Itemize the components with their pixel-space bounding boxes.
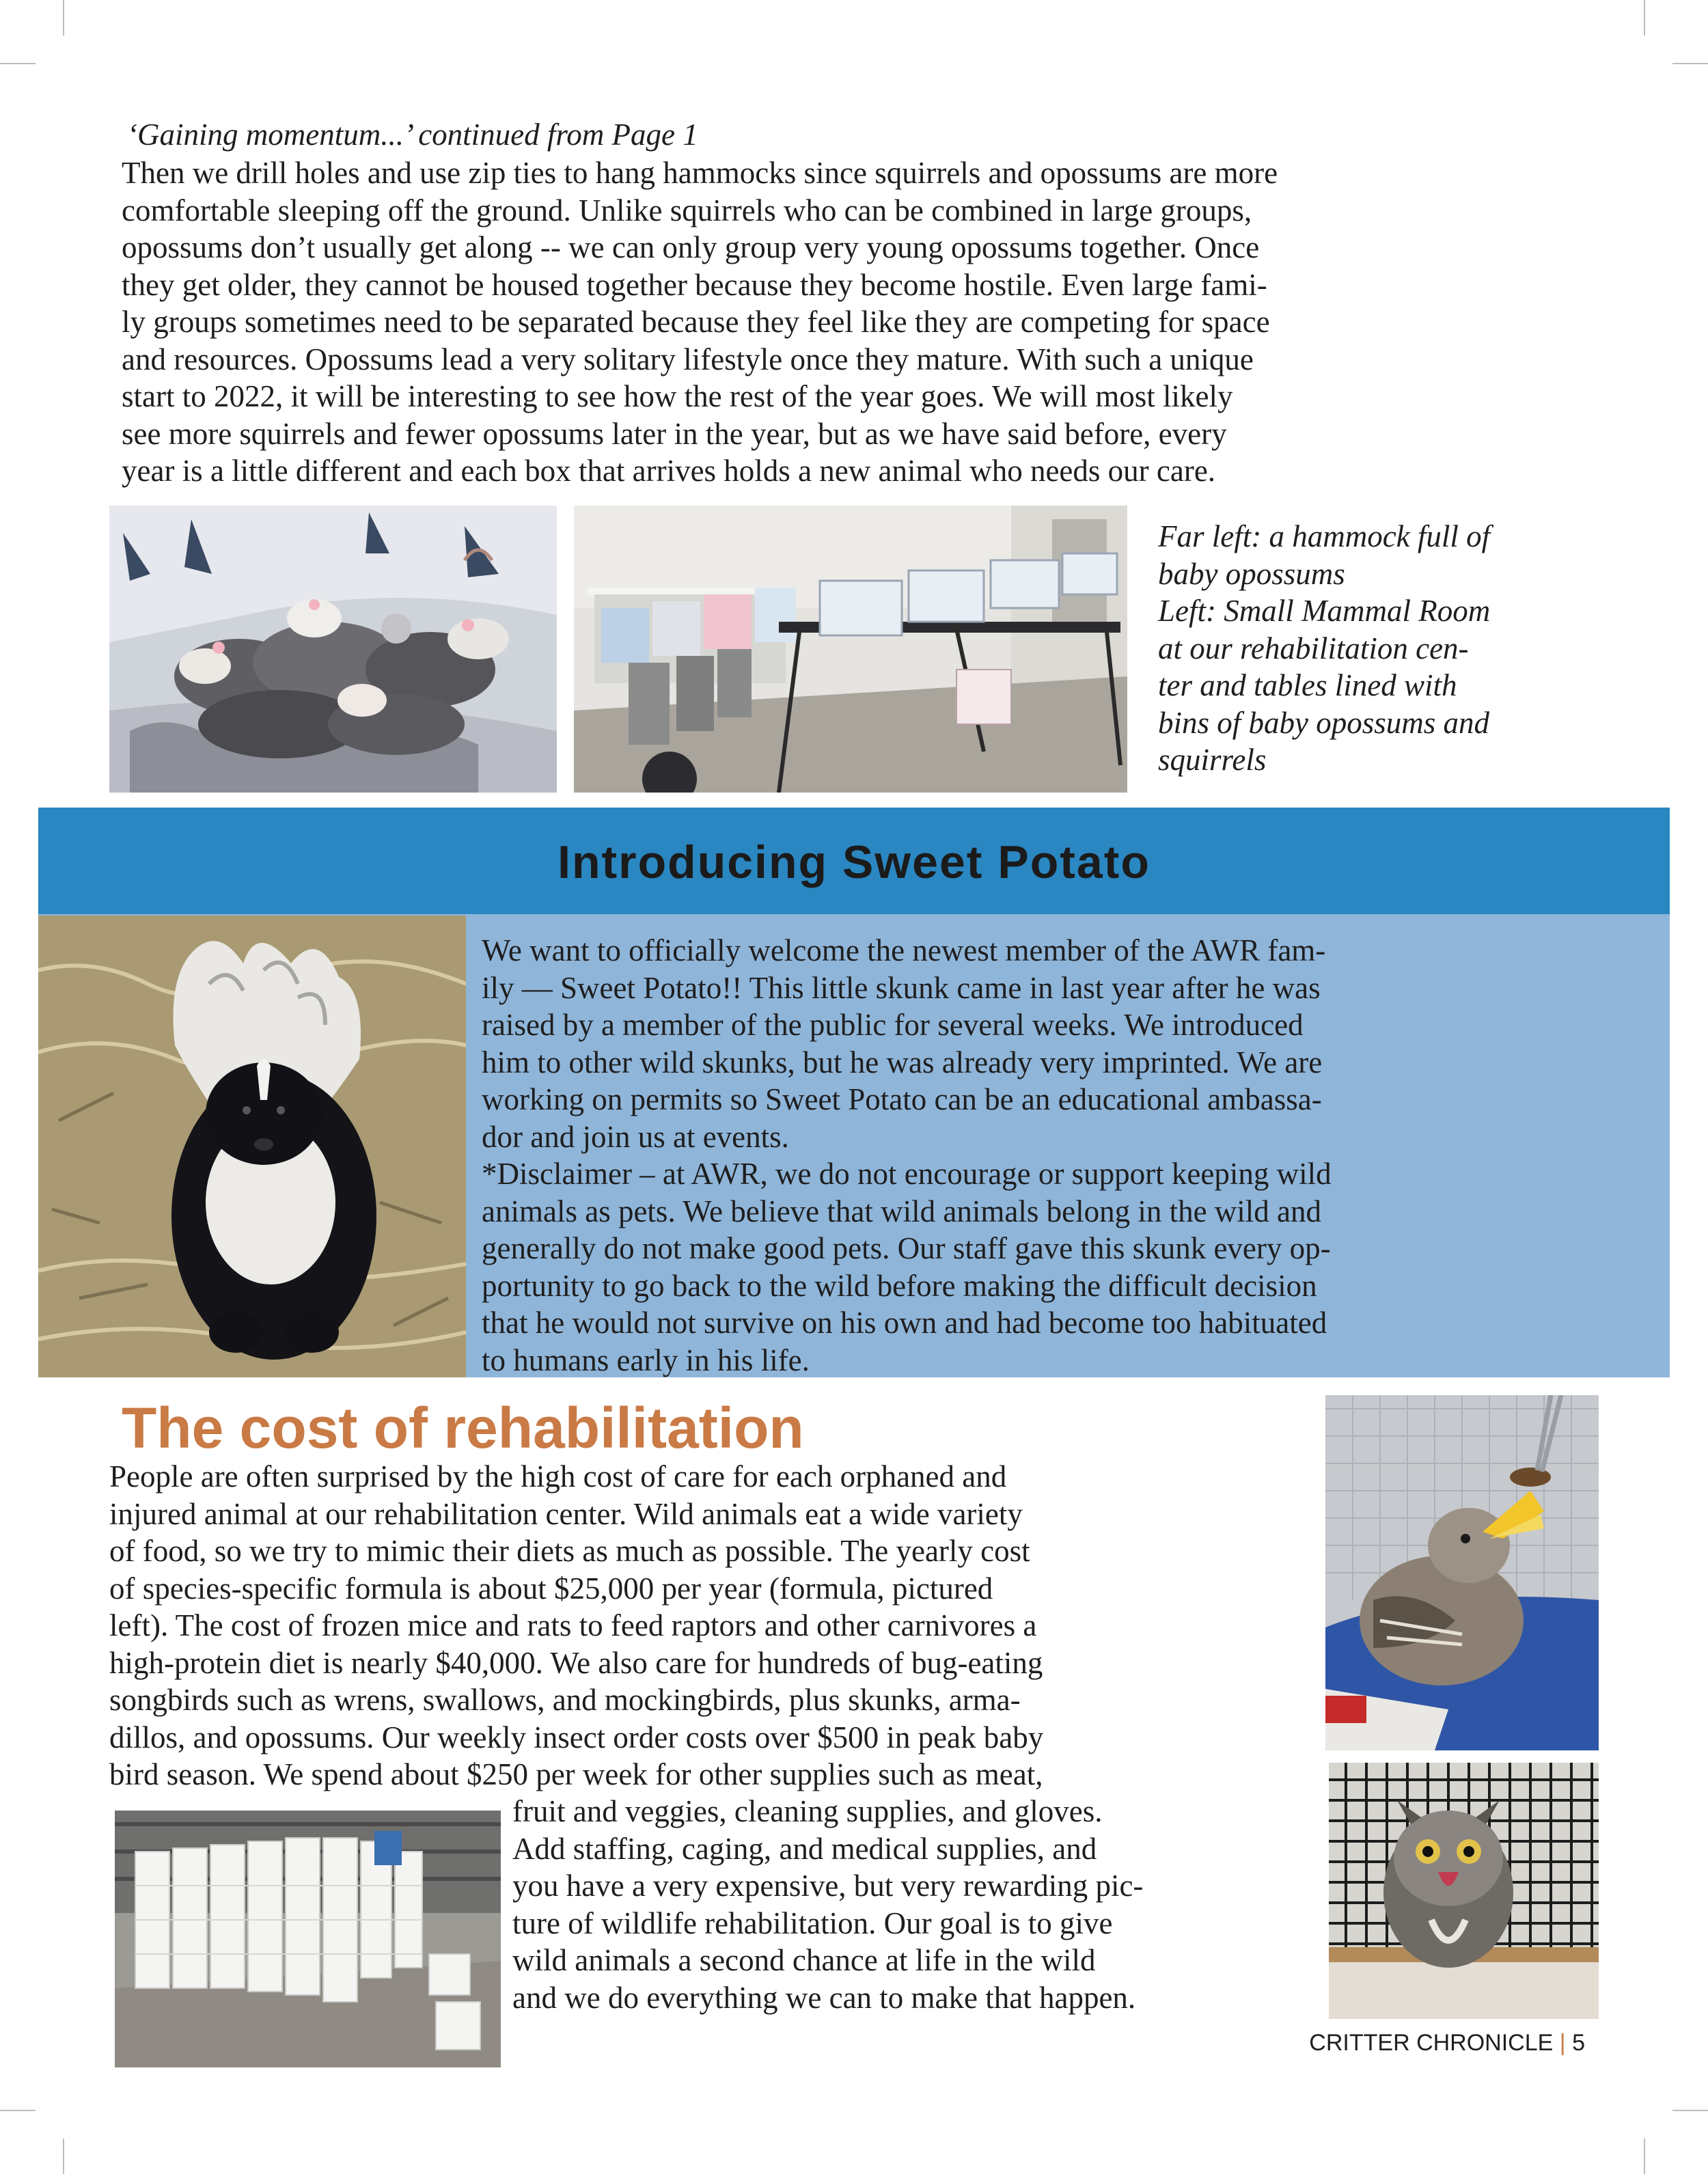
feature-line: generally do not make good pets. Our staff gave this skunk every op- bbox=[482, 1231, 1331, 1265]
feature-line: him to other wild skunks, but he was already very imprinted. We are bbox=[482, 1045, 1323, 1079]
cost-body-indented bbox=[512, 1793, 1312, 2016]
feature-line: *Disclaimer – at AWR, we do not encourage or support keeping wild bbox=[482, 1157, 1332, 1191]
page-footer bbox=[1298, 2029, 1585, 2056]
crop-mark bbox=[63, 0, 64, 36]
article-line: opossums don’t usually get along -- we can only group very young opossums together. Once bbox=[122, 230, 1260, 264]
article-line: see more squirrels and fewer opossums later in the year, but as we have said before, every bbox=[122, 416, 1227, 451]
cost-line: bird season. We spend about $250 per week for other supplies such as meat, bbox=[109, 1757, 1043, 1791]
feature-line: ily — Sweet Potato!! This little skunk came in last year after he was bbox=[482, 970, 1321, 1005]
article-line: comfortable sleeping off the ground. Unlike squirrels who can be combined in large groups, bbox=[122, 193, 1252, 228]
feature-line: that he would not survive on his own and had become too habituated bbox=[482, 1306, 1327, 1340]
crop-mark bbox=[1644, 2138, 1645, 2174]
article-line: and resources. Opossums lead a very solitary lifestyle once they mature. With such a unique bbox=[122, 342, 1254, 376]
formula-buckets-photo bbox=[115, 1811, 501, 2067]
cost-line: wild animals a second chance at life in the wild bbox=[512, 1943, 1096, 1977]
cost-line: and we do everything we can to make that happen. bbox=[512, 1980, 1136, 2015]
cost-line: dillos, and opossums. Our weekly insect order costs over $500 in peak baby bbox=[109, 1720, 1044, 1755]
crop-mark bbox=[0, 63, 36, 64]
caption-line: baby opossums bbox=[1158, 556, 1345, 591]
photo-caption bbox=[1158, 518, 1595, 779]
cost-line: injured animal at our rehabilitation center. Wild animals eat a wide variety bbox=[109, 1496, 1023, 1531]
opossum-hammock-photo bbox=[109, 506, 557, 793]
cost-heading: The cost of rehabilitation bbox=[122, 1396, 804, 1460]
page-number: 5 bbox=[1572, 2030, 1585, 2056]
publication-name: CRITTER CHRONICLE bbox=[1309, 2030, 1554, 2056]
cost-line: ture of wildlife rehabilitation. Our goal is to give bbox=[512, 1905, 1113, 1940]
cost-body bbox=[109, 1458, 1312, 1793]
crop-mark bbox=[63, 2138, 64, 2174]
article-line: ly groups sometimes need to be separated because they feel like they are competing for space bbox=[122, 305, 1270, 339]
article-line: start to 2022, it will be interesting to see how the rest of the year goes. We will most likely bbox=[122, 379, 1233, 413]
caption-line: ter and tables lined with bbox=[1158, 668, 1457, 702]
crop-mark bbox=[1672, 63, 1708, 64]
feature-line: raised by a member of the public for several weeks. We introduced bbox=[482, 1008, 1304, 1042]
crop-mark bbox=[1644, 0, 1645, 36]
cost-line: left). The cost of frozen mice and rats to feed raptors and other carnivores a bbox=[109, 1608, 1037, 1642]
caption-line: Far left: a hammock full of bbox=[1158, 519, 1491, 553]
cost-line: songbirds such as wrens, swallows, and mockingbirds, plus skunks, arma- bbox=[109, 1683, 1021, 1717]
baby-bird-feeding-photo bbox=[1325, 1395, 1599, 1750]
feature-body bbox=[482, 932, 1657, 1379]
article-line: they get older, they cannot be housed together because they become hostile. Even large fami- bbox=[122, 267, 1267, 302]
feature-banner bbox=[38, 808, 1670, 914]
continued-label: ‘Gaining momentum...’ continued from Page 1 bbox=[127, 118, 698, 152]
feature-line: dor and join us at events. bbox=[482, 1119, 789, 1154]
continued-article bbox=[122, 154, 1611, 490]
feature-title: Introducing Sweet Potato bbox=[557, 836, 1151, 888]
crop-mark bbox=[0, 2110, 36, 2111]
skunk-photo bbox=[38, 916, 466, 1377]
cost-line: you have a very expensive, but very rewarding pic- bbox=[512, 1869, 1144, 1903]
feature-line: animals as pets. We believe that wild animals belong in the wild and bbox=[482, 1194, 1322, 1228]
feature-line: to humans early in his life. bbox=[482, 1343, 810, 1377]
cost-line: of food, so we try to mimic their diets as much as possible. The yearly cost bbox=[109, 1534, 1030, 1568]
cost-line: of species-specific formula is about $25,000 per year (formula, pictured bbox=[109, 1571, 993, 1606]
crop-mark bbox=[1672, 2110, 1708, 2111]
caption-line: Left: Small Mammal Room bbox=[1158, 594, 1491, 628]
screech-owl-photo bbox=[1329, 1763, 1599, 2019]
caption-line: at our rehabilitation cen- bbox=[1158, 631, 1469, 665]
small-mammal-room-photo bbox=[574, 506, 1127, 793]
cost-line: People are often surprised by the high cost of care for each orphaned and bbox=[109, 1459, 1007, 1494]
caption-line: squirrels bbox=[1158, 743, 1267, 777]
footer-separator: | bbox=[1559, 2030, 1566, 2056]
caption-line: bins of baby opossums and bbox=[1158, 705, 1490, 740]
article-line: Then we drill holes and use zip ties to hang hammocks since squirrels and opossums are more bbox=[122, 156, 1278, 190]
cost-line: Add staffing, caging, and medical supplies, and bbox=[512, 1831, 1097, 1866]
cost-line: high-protein diet is nearly $40,000. We also care for hundreds of bug-eating bbox=[109, 1645, 1043, 1680]
cost-line: fruit and veggies, cleaning supplies, and gloves. bbox=[512, 1794, 1103, 1828]
feature-line: We want to officially welcome the newest member of the AWR fam- bbox=[482, 933, 1326, 967]
feature-line: working on permits so Sweet Potato can be an educational ambassa- bbox=[482, 1082, 1322, 1116]
feature-line: portunity to go back to the wild before making the difficult decision bbox=[482, 1268, 1317, 1303]
article-line: year is a little different and each box that arrives holds a new animal who needs our care. bbox=[122, 454, 1216, 488]
